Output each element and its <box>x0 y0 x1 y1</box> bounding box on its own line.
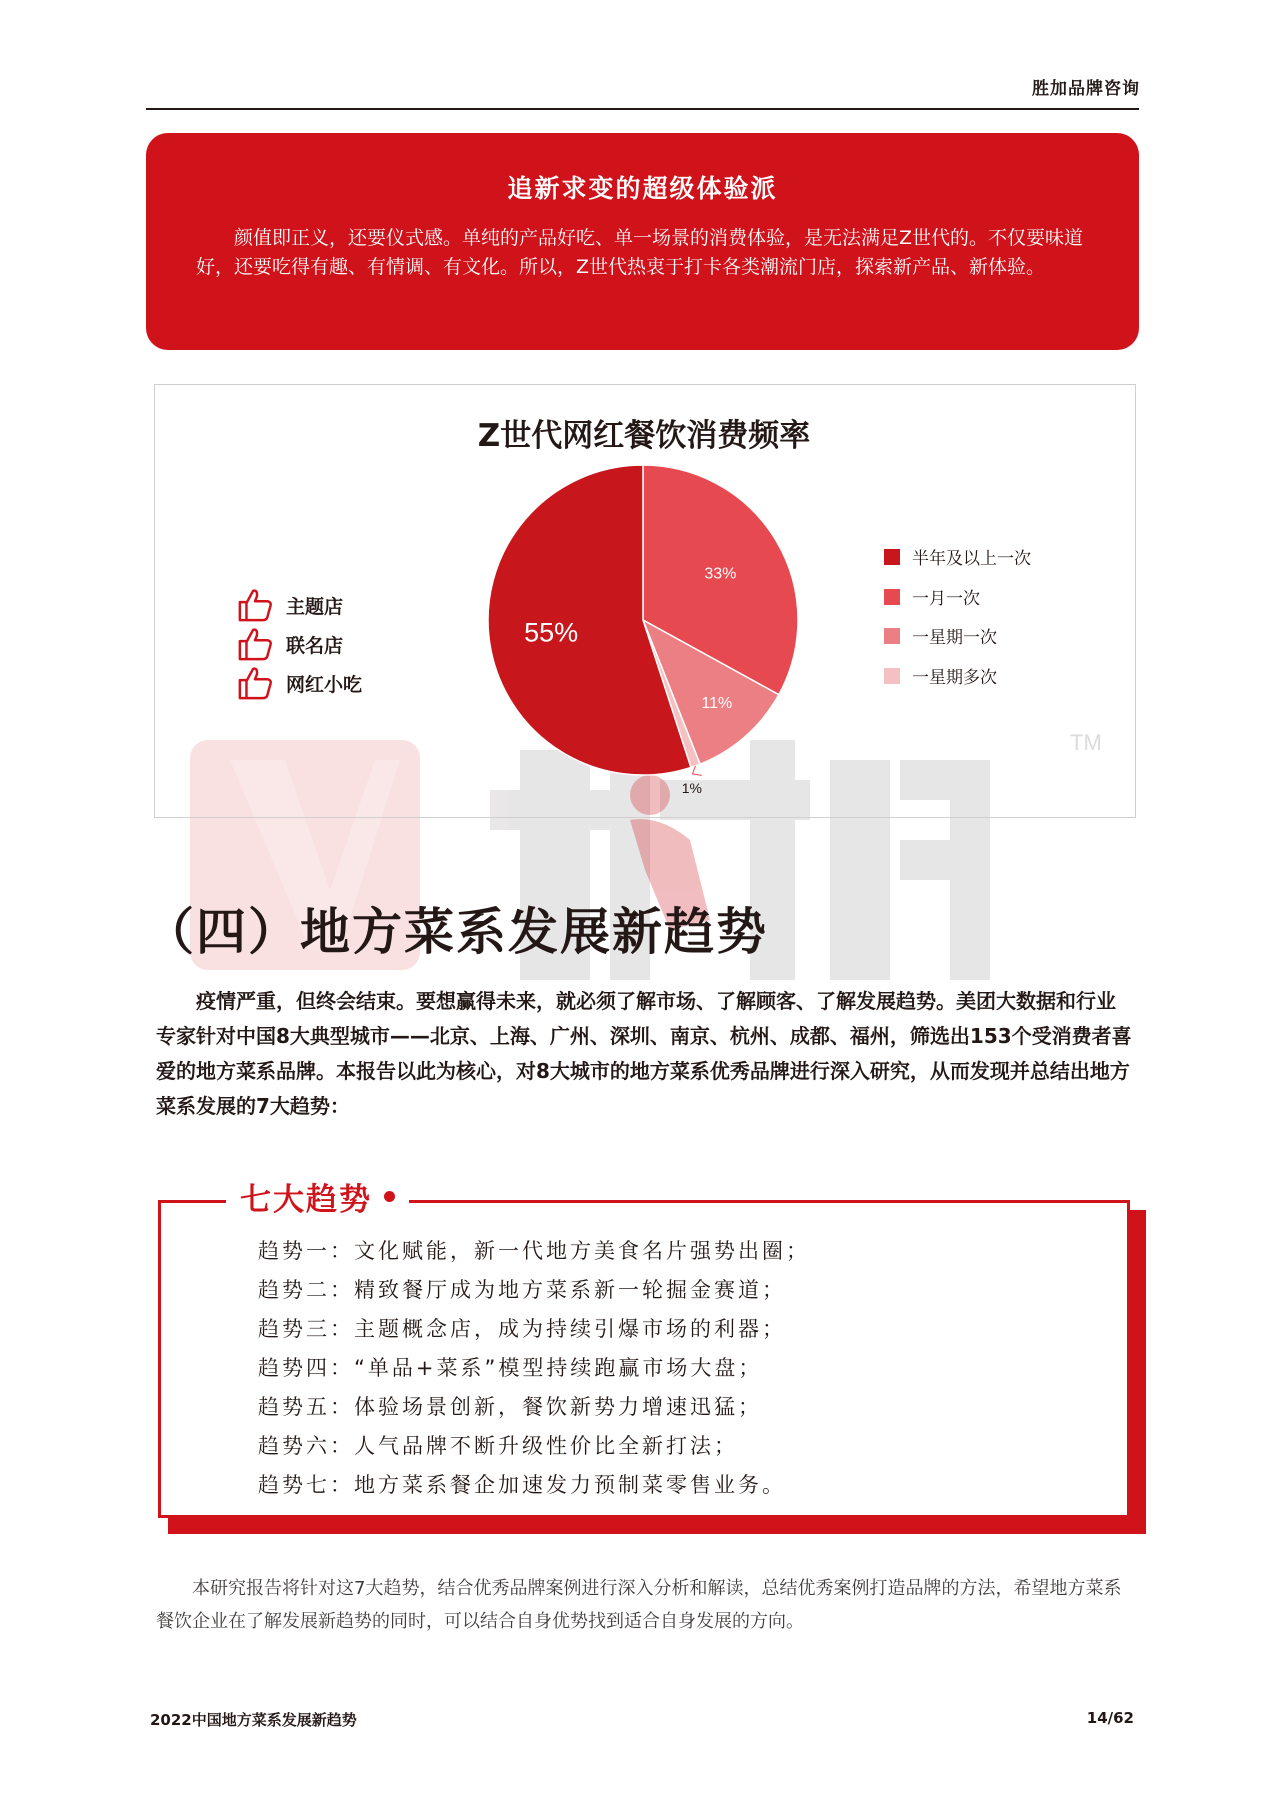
trends-list <box>258 1232 1058 1505</box>
legend-label: 半年及以上一次 <box>912 549 1031 569</box>
highlight-body: 颜值即正义，还要仪式感。单纯的产品好吃、单一场景的消费体验，是无法满足Z世代的。不仅要味道好，还要吃得有趣、有情调、有文化。所以，Z世代热衷于打卡各类潮流门店，探索新产品、新体验。 <box>196 227 1084 278</box>
chart-tag <box>236 627 343 661</box>
footer-title: 2022中国地方菜系发展新趋势 <box>150 1711 357 1729</box>
legend-label: 一星期一次 <box>912 628 997 648</box>
highlight-box <box>146 133 1139 350</box>
header-brand: 胜加品牌咨询 <box>1032 79 1140 99</box>
watermark-tm: TM <box>1070 730 1102 755</box>
legend-swatch <box>884 549 900 565</box>
trends-title: 七大趋势 <box>240 1182 372 1218</box>
legend-swatch <box>884 589 900 605</box>
legend-item <box>884 663 997 688</box>
legend-item <box>884 544 1031 569</box>
chart-tag-label: 主题店 <box>286 595 344 618</box>
chart-title: Z世代网红餐饮消费频率 <box>477 418 811 454</box>
legend-label: 一星期多次 <box>912 668 997 688</box>
legend-item <box>884 623 997 648</box>
trends-title-wrap <box>226 1174 409 1219</box>
trend-item: 趋势六：人气品牌不断升级性价比全新打法； <box>258 1434 738 1458</box>
thumbs-up-icon <box>236 587 274 623</box>
chart-tag-label: 联名店 <box>286 634 344 657</box>
legend-swatch <box>884 628 900 644</box>
thumbs-up-icon <box>236 665 274 701</box>
closing-paragraph: 本研究报告将针对这7大趋势，结合优秀品牌案例进行深入分析和解读，总结优秀案例打造品牌的方法，希望地方菜系餐饮企业在了解发展新趋势的同时，可以结合自身优势找到适合自身发展的方向。 <box>156 1578 1122 1632</box>
trend-item: 趋势三：主题概念店，成为持续引爆市场的利器； <box>258 1317 786 1341</box>
legend-label: 一月一次 <box>912 589 980 609</box>
trend-item: 趋势四：“单品+菜系”模型持续跑赢市场大盘； <box>258 1356 763 1380</box>
pie-value-label: 55% <box>524 617 579 648</box>
pie-chart <box>478 455 808 797</box>
pie-value-label: 11% <box>701 694 733 712</box>
legend-swatch <box>884 668 900 684</box>
section-paragraph: 疫情严重，但终会结束。要想赢得未来，就必须了解市场、了解顾客、了解发展趋势。美团大数据和行业专家针对中国8大典型城市——北京、上海、广州、深圳、南京、杭州、成都、福州，筛选出153个受消费者喜爱的地方菜系品牌。本报告以此为核心，对8大城市的地方菜系优秀品牌进行深入研究，从而发现并总结出地方菜系发展的7大趋势： <box>156 989 1132 1118</box>
thumbs-up-icon <box>236 626 274 662</box>
trend-item: 趋势五：体验场景创新，餐饮新势力增速迅猛； <box>258 1395 762 1419</box>
trend-item: 趋势一：文化赋能，新一代地方美食名片强势出圈； <box>258 1239 810 1263</box>
pie-value-label: 1% <box>681 780 702 797</box>
trend-item: 趋势二：精致餐厅成为地方菜系新一轮掘金赛道； <box>258 1278 786 1302</box>
pie-value-label: 33% <box>704 565 737 583</box>
pie-leader-line <box>693 766 702 776</box>
chart-tag-label: 网红小吃 <box>286 673 363 696</box>
page-number: 14/62 <box>1086 1709 1134 1727</box>
trends-title-dot <box>384 1191 395 1202</box>
legend-item <box>884 584 980 609</box>
chart-tag <box>236 588 343 622</box>
highlight-title: 追新求变的超级体验派 <box>507 174 778 203</box>
header-divider <box>146 108 1139 110</box>
section-heading: （四）地方菜系发展新趋势 <box>144 903 768 961</box>
trend-item: 趋势七：地方菜系餐企加速发力预制菜零售业务。 <box>258 1473 786 1497</box>
chart-tag <box>236 666 362 700</box>
